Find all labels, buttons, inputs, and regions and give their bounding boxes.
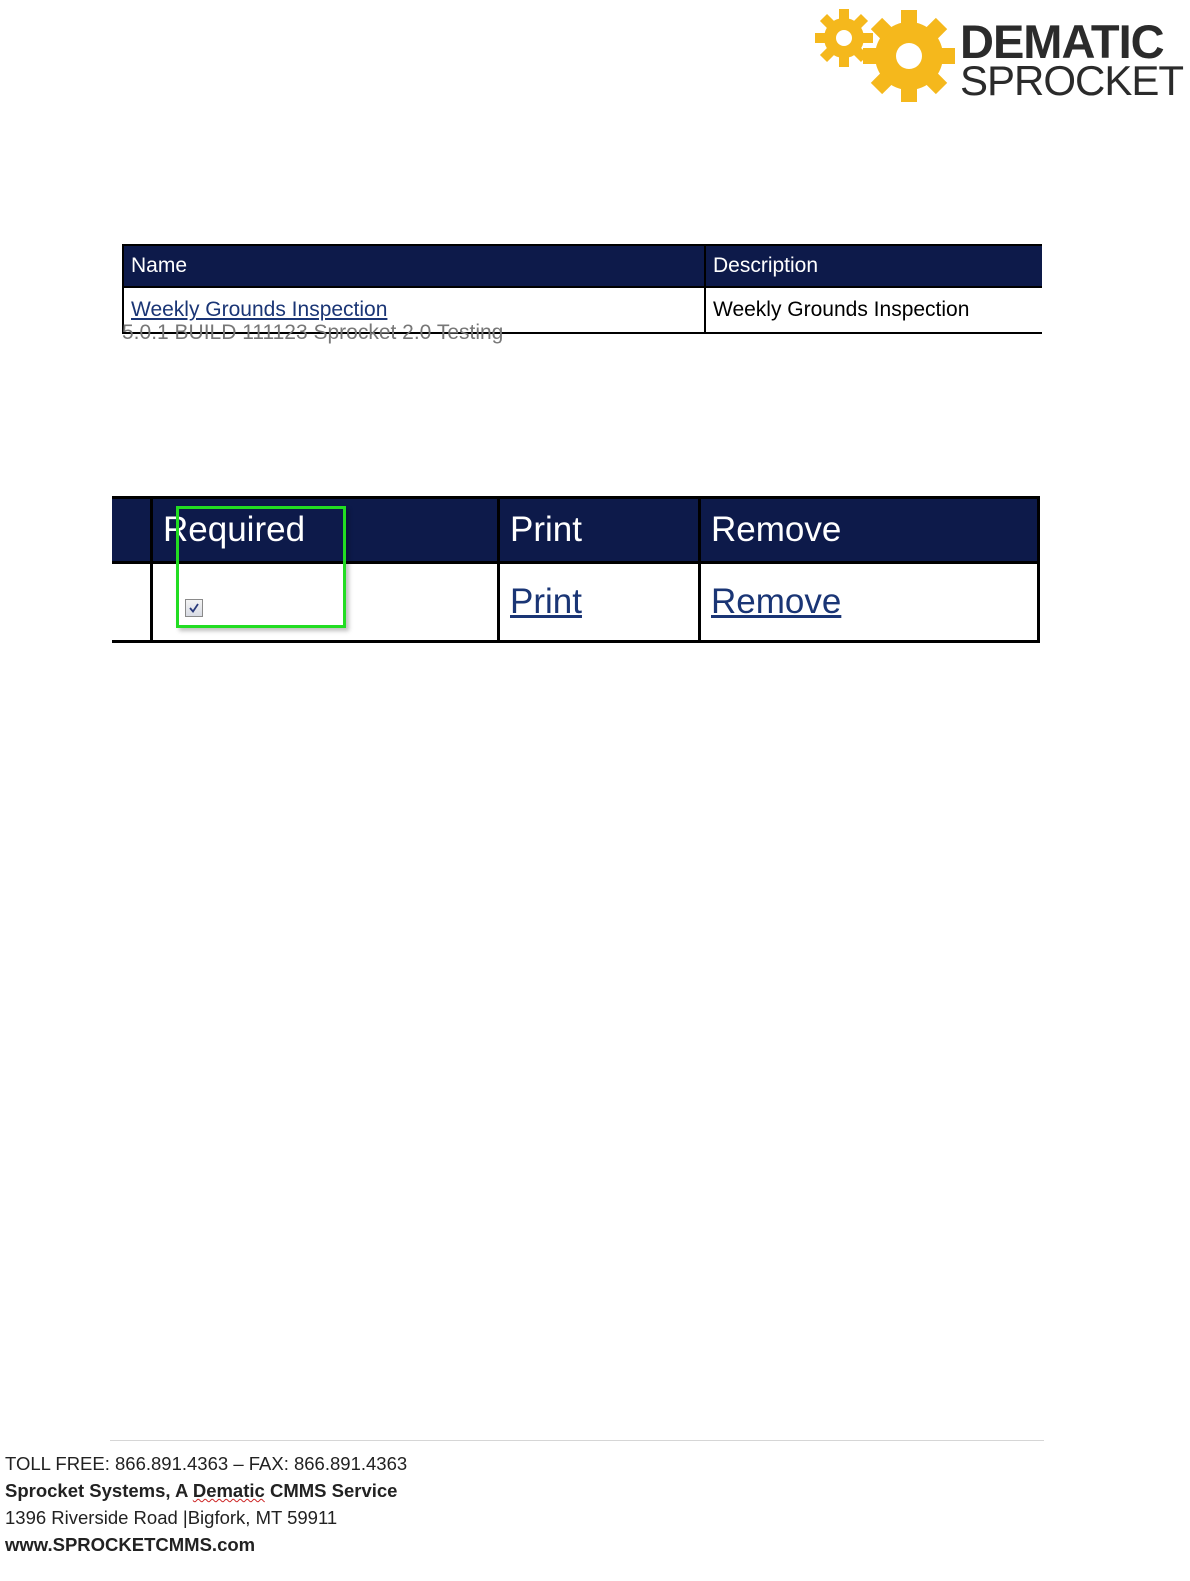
footer-company-word: Dematic	[192, 1480, 265, 1501]
gears-icon	[812, 8, 962, 104]
required-checkbox[interactable]	[185, 599, 203, 617]
footer-company-prefix: Sprocket Systems, A	[5, 1480, 193, 1501]
column-header-required: Required	[152, 498, 499, 563]
footer-company-suffix: CMMS Service	[264, 1480, 398, 1501]
cropped-caption-label: 5.0.1 BUILD 111123 Sprocket 2.0 Testing	[122, 321, 504, 344]
remove-link[interactable]: Remove	[711, 582, 842, 621]
inspection-table-header-row	[123, 245, 1042, 287]
logo-line-dematic: DEMATIC	[960, 15, 1164, 68]
footer-website-line: www.SPROCKETCMMS.com	[5, 1534, 256, 1555]
inspection-name-link[interactable]: Weekly Grounds Inspection	[131, 298, 388, 321]
column-header-name: Name	[123, 245, 705, 287]
logo-wordmark	[960, 15, 1184, 104]
footer-company-line	[5, 1477, 407, 1504]
table-row	[112, 563, 1039, 642]
footer-address-line: 1396 Riverside Road |Bigfork, MT 59911	[5, 1507, 338, 1528]
dematic-sprocket-logo	[812, 8, 1182, 104]
cropped-caption-text	[122, 321, 504, 344]
remove-cell	[700, 563, 1039, 642]
blank-cell	[112, 563, 152, 642]
column-header-description: Description	[705, 245, 1042, 287]
column-header-print: Print	[499, 498, 700, 563]
column-header-remove: Remove	[700, 498, 1039, 563]
print-cell	[499, 563, 700, 642]
footer-divider	[110, 1440, 1044, 1441]
column-header-blank	[112, 498, 152, 563]
description-cell: Weekly Grounds Inspection	[705, 287, 1042, 333]
actions-table	[112, 496, 1040, 643]
footer-phone-line: TOLL FREE: 866.891.4363 – FAX: 866.891.4363	[5, 1453, 408, 1474]
print-link[interactable]: Print	[510, 582, 582, 621]
required-cell	[152, 563, 499, 642]
actions-table-header-row	[112, 498, 1039, 563]
checkmark-icon	[187, 601, 201, 615]
footer	[5, 1450, 407, 1558]
logo-line-sprocket: SPROCKET	[960, 57, 1184, 104]
